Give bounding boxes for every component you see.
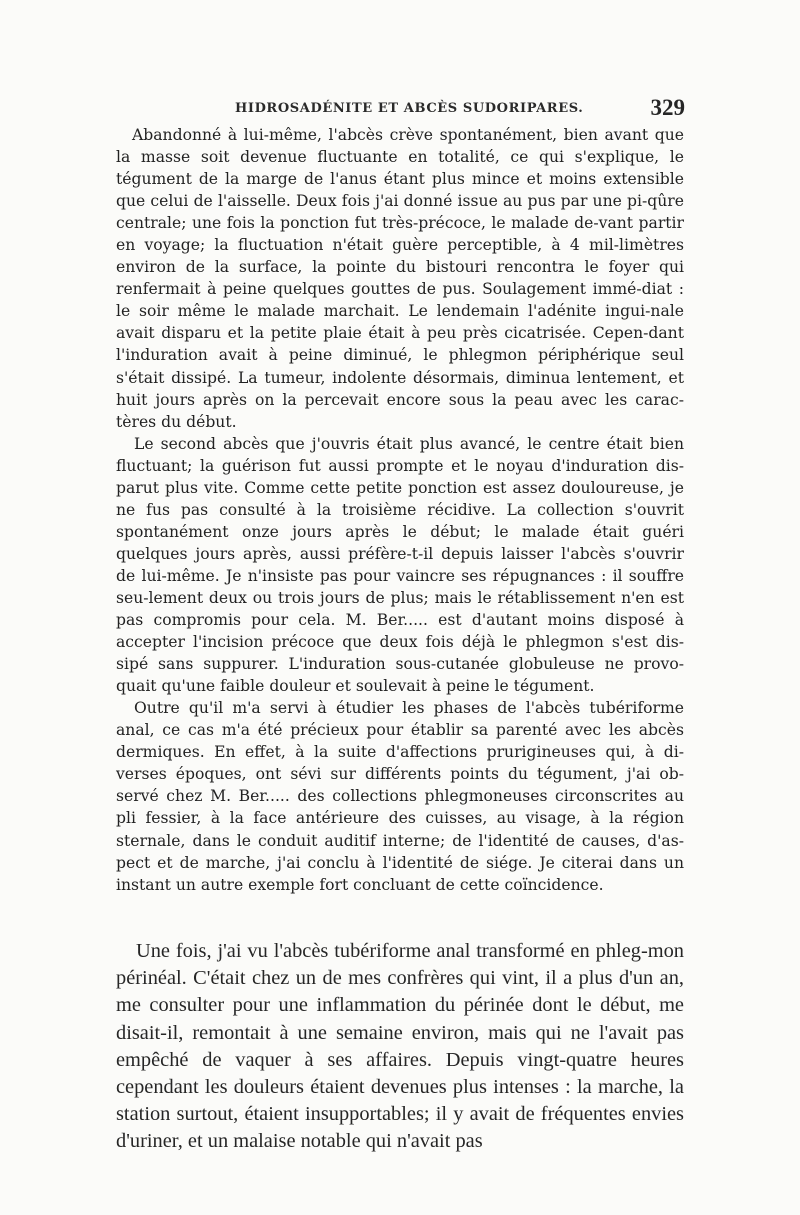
paragraph-besides: Outre qu'il m'a servi à étudier les phases de l'abcès tubériforme anal, ce cas m'a été précieux pour établir sa parenté avec les abcès dermiques. En effet, à la suite d'affections prurigineuses qui, à di-verses époques, ont sévi sur différents points du tégument, j'ai ob-servé chez M. Ber..... des collections phlegmoneuses circonscrites au pli fessier, à la face antérieure des cuisses, au visage, à la région sternale, dans le conduit auditif interne; de l'identité de causes, d'as-pect et de marche, j'ai conclu à l'identité de siége. Je citerai dans un instant un autre exemple fort concluant de cette coïncidence. bbox=[116, 699, 684, 894]
paragraph-once: Une fois, j'ai vu l'abcès tubériforme anal transformé en phleg-mon périnéal. C'était chez un de mes confrères qui vint, il a plus d'un an, me consulter pour une inflammation du périnée dont le début, me disait-il, remontait à une semaine environ, mais qui ne l'avait pas empêché de vaquer à ses affaires. Depuis vingt-quatre heures cependant les douleurs étaient devenues plus intenses : la marche, la station surtout, étaient insupportables; il y avait de fréquentes envies d'uriner, et un malaise notable qui n'avait pas bbox=[116, 940, 684, 1153]
running-title: HIDROSADÉNITE ET ABCÈS SUDORIPARES. bbox=[235, 101, 584, 116]
paragraph-abandon: Abandonné à lui-même, l'abcès crève spontanément, bien avant que la masse soit devenue fluctuante en totalité, ce qui s'explique, le tégument de la marge de l'anus étant plus mince et moins extensible que celui de l'aisselle. Deux fois j'ai donné issue au pus par une pi-qûre centrale; une fois la ponction fut très-précoce, le malade de-vant partir en voyage; la fluctuation n'était guère perceptible, à 4 mil-limètres environ de la surface, la pointe du bistouri rencontra le foyer qui renfermait à peine quelques gouttes de pus. Soulagement immé-diat : le soir même le malade marchait. Le lendemain l'adénite ingui-nale avait disparu et la petite plaie était à peu près cicatrisée. Cepen-dant l'induration avait à peine diminué, le phlegmon périphérique seul s'était dissipé. La tumeur, indolente désormais, diminua lentement, et huit jours après on la percevait encore sous la peau avec les carac-tères du début. bbox=[116, 126, 684, 431]
main-text-block bbox=[116, 124, 684, 896]
lower-text-block bbox=[116, 938, 684, 1156]
paragraph-second-abscess: Le second abcès que j'ouvris était plus avancé, le centre était bien fluctuant; la guérison fut aussi prompte et le noyau d'induration dis-parut plus vite. Comme cette petite ponction est assez douloureuse, je ne fus pas consulté à la troisième récidive. La collection s'ouvrit spontanément onze jours après le début; le malade était guéri quelques jours après, aussi préfère-t-il depuis laisser l'abcès s'ouvrir de lui-même. Je n'insiste pas pour vaincre ses répugnances : il souffre seu-lement deux ou trois jours de plus; mais le rétablissement n'en est pas compromis pour cela. M. Ber..... est d'autant moins disposé à accepter l'incision précoce que deux fois déjà le phlegmon s'est dis-sipé sans suppurer. L'induration sous-cutanée globuleuse ne provo-quait qu'une faible douleur et soulevait à peine le tégument. bbox=[116, 434, 684, 696]
running-header bbox=[115, 97, 685, 123]
page-number: 329 bbox=[650, 95, 685, 120]
